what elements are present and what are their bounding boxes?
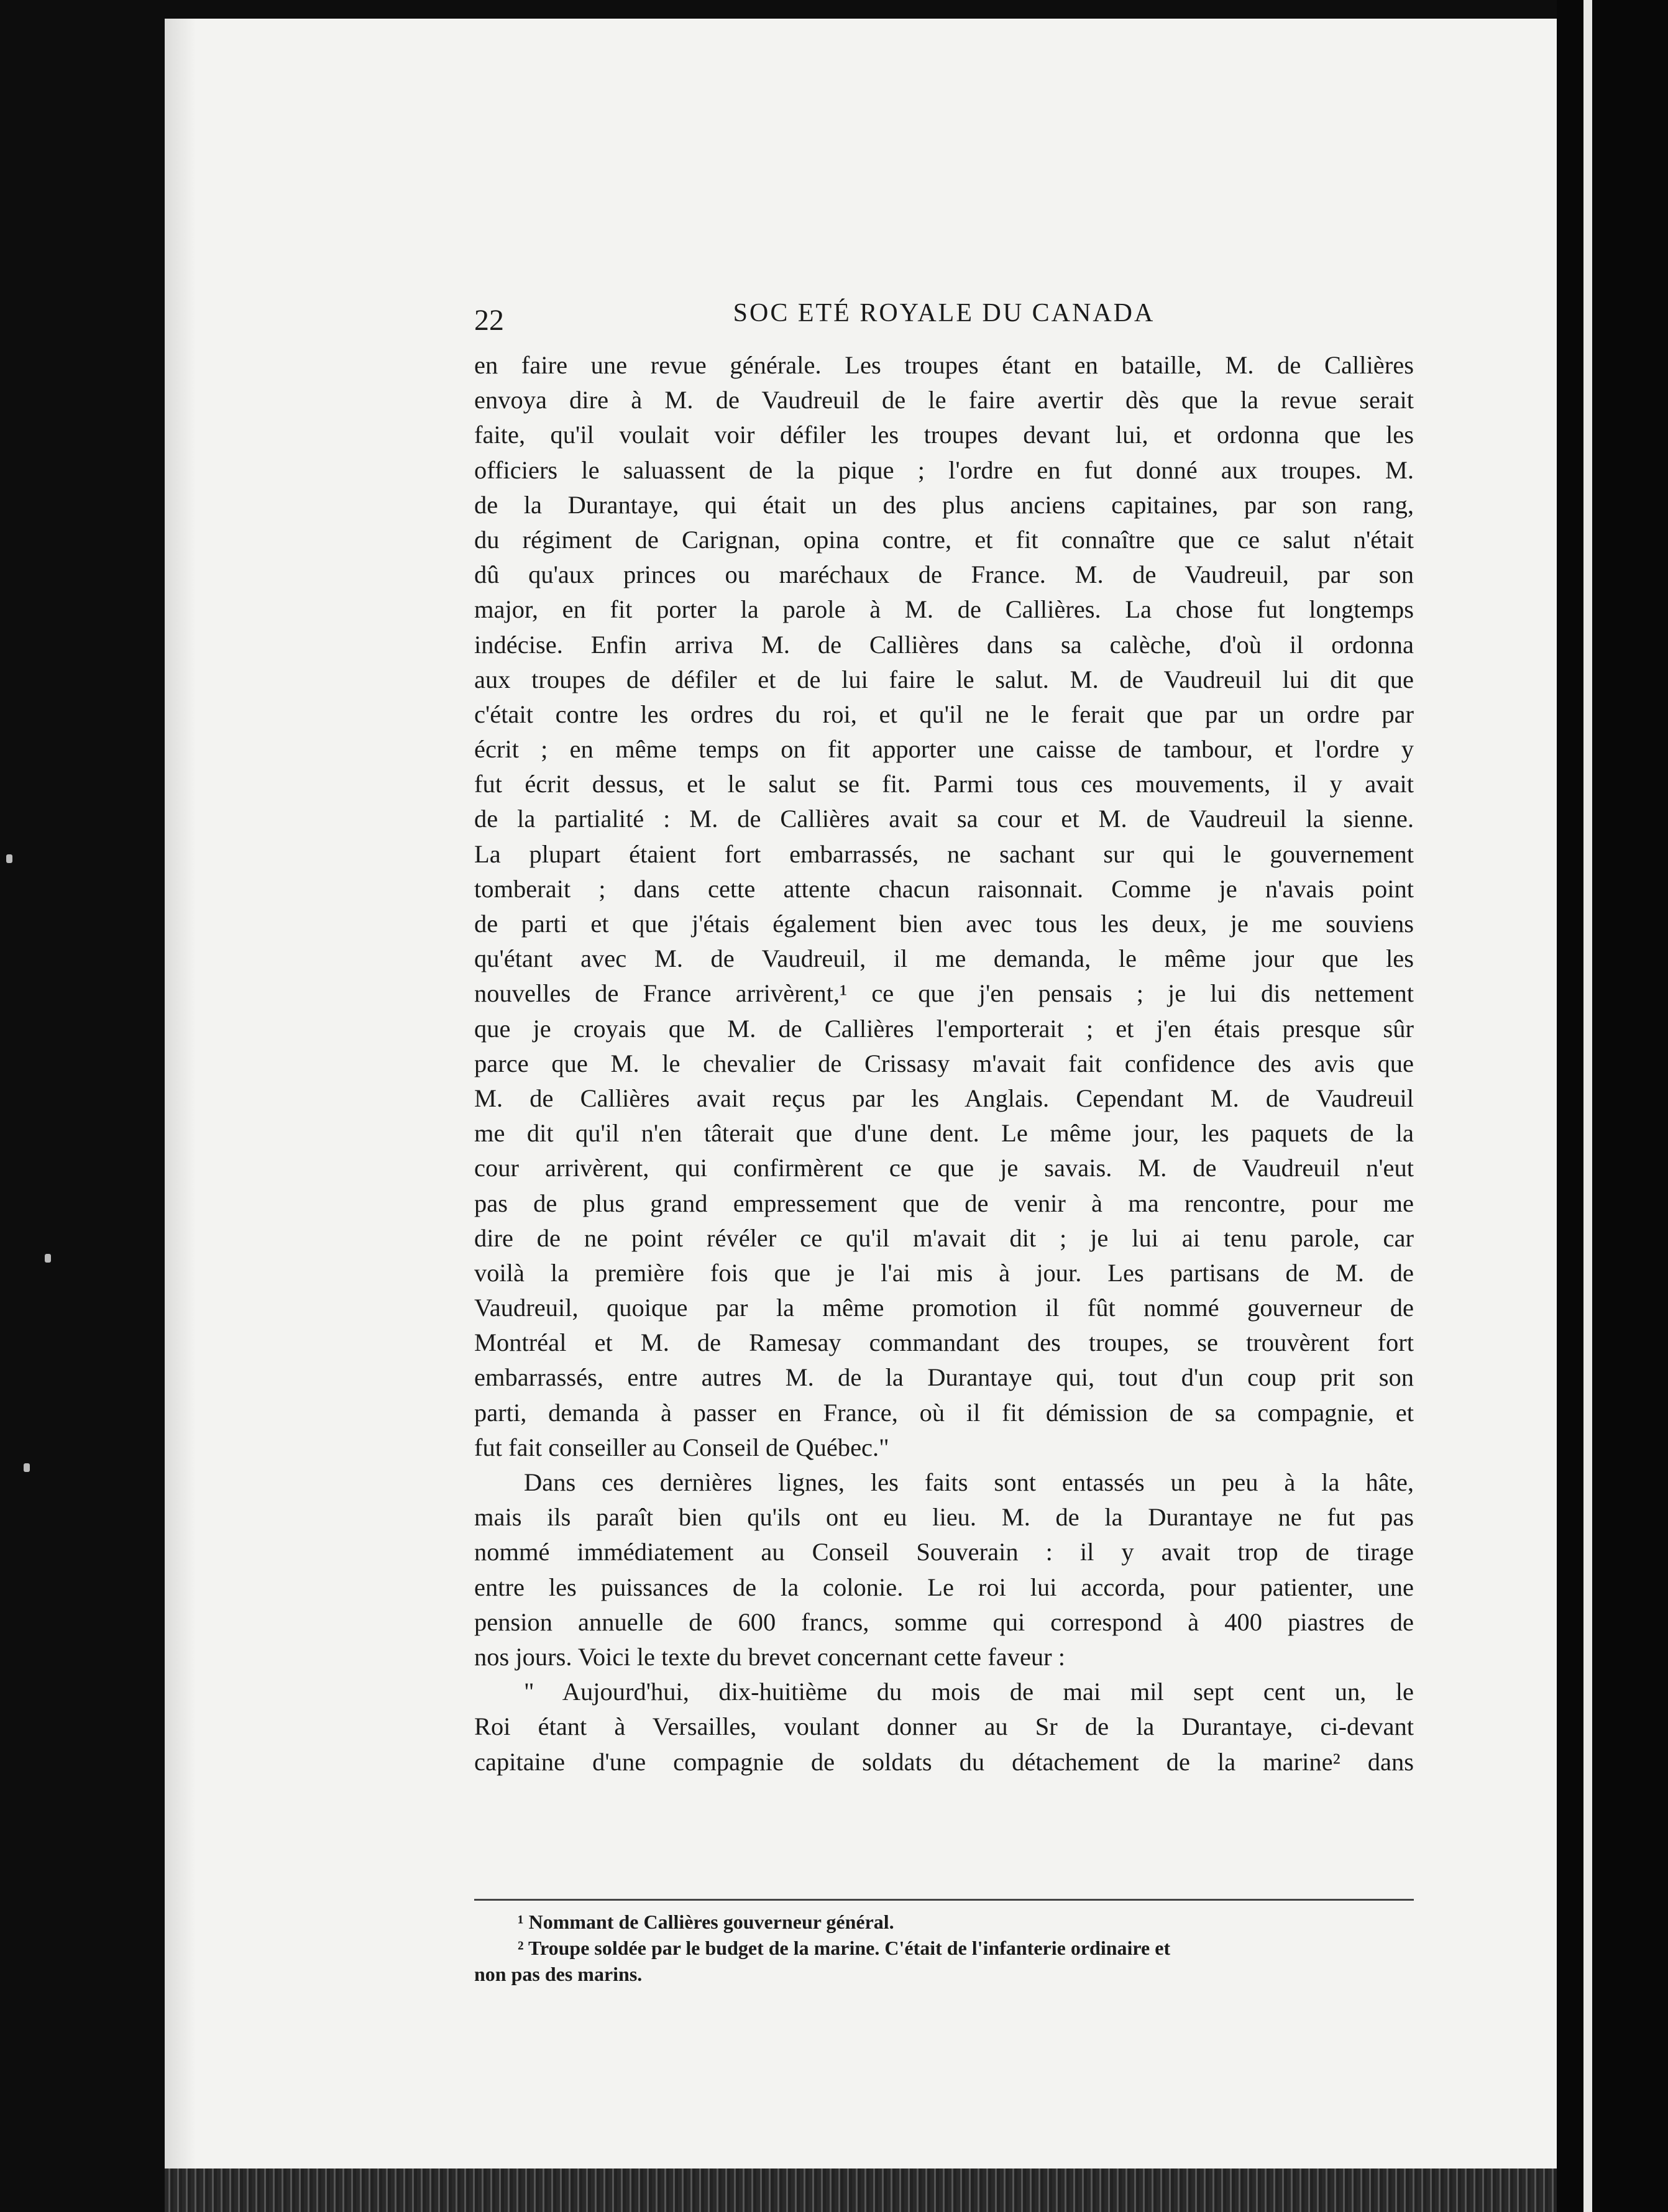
page-number: 22 [474,304,504,337]
text-line: fut écrit dessus, et le salut se fit. Parmi tous ces mouvements, il y avait [474,770,1414,798]
text-line: La plupart étaient fort embarrassés, ne sachant sur qui le gouvernement [474,839,1414,868]
text-line: indécise. Enfin arriva M. de Callières dans sa calèche, d'où il ordonna [474,630,1414,659]
text-line: me dit qu'il n'en tâterait que d'une dent. Le même jour, les paquets de la [474,1119,1414,1148]
scan-speck [45,1254,51,1263]
scan-speck [6,854,12,863]
text-line: " Aujourd'hui, dix-huitième du mois de mai mil sept cent un, le [524,1678,1414,1706]
body-text [474,348,1414,1780]
text-line: c'était contre les ordres du roi, et qu'il ne le ferait que par un ordre par [474,700,1414,728]
paragraph-1 [474,348,1414,1465]
footnote-rule [474,1899,1414,1901]
text-line: qu'étant avec M. de Vaudreuil, il me demanda, le même jour que les [474,944,1414,973]
footnote-2-continued: non pas des marins. [474,1963,643,1985]
scan-right-border [1557,0,1668,2212]
text-line: entre les puissances de la colonie. Le roi lui accorda, pour patienter, une [474,1573,1414,1601]
running-title: SOC ETÉ ROYALE DU CANADA [733,299,1155,327]
text-line: cour arrivèrent, qui confirmèrent ce que je savais. M. de Vaudreuil n'eut [474,1154,1414,1182]
text-line: voilà la première fois que je l'ai mis à jour. Les partisans de M. de [474,1258,1414,1287]
footnote-1: ¹ Nommant de Callières gouverneur général. [518,1911,894,1933]
text-line: aux troupes de défiler et de lui faire le salut. M. de Vaudreuil lui dit que [474,665,1414,693]
footnotes [474,1909,1414,1987]
page-gutter-shadow [165,19,196,2169]
text-line: parti, demanda à passer en France, où il fit démission de sa compagnie, et [474,1398,1414,1427]
text-line: M. de Callières avait reçus par les Anglais. Cependant M. de Vaudreuil [474,1084,1414,1112]
text-line: parce que M. le chevalier de Crissasy m'avait fait confidence des avis que [474,1049,1414,1077]
text-line: écrit ; en même temps on fit apporter une caisse de tambour, et l'ordre y [474,735,1414,764]
text-line: Dans ces dernières lignes, les faits sont entassés un peu à la hâte, [524,1468,1414,1496]
text-line: pension annuelle de 600 francs, somme qui correspond à 400 piastres de [474,1607,1414,1636]
text-line: dû qu'aux princes ou maréchaux de France. M. de Vaudreuil, par son [474,560,1414,589]
text-line: officiers le saluassent de la pique ; l'ordre en fut donné aux troupes. M. [474,455,1414,484]
text-line: de la Durantaye, qui était un des plus anciens capitaines, par son rang, [474,490,1414,519]
text-line: de la partialité : M. de Callières avait sa cour et M. de Vaudreuil la sienne. [474,805,1414,833]
paragraph-3 [474,1675,1414,1780]
page-header [474,292,1414,342]
text-line: dire de ne point révéler ce qu'il m'avait dit ; je lui ai tenu parole, car [474,1223,1414,1252]
text-line: que je croyais que M. de Callières l'emporterait ; et j'en étais presque sûr [474,1014,1414,1043]
text-line: capitaine d'une compagnie de soldats du détachement de la marine² dans [474,1747,1414,1776]
text-line: Vaudreuil, quoique par la même promotion il fût nommé gouverneur de [474,1294,1414,1322]
page-edge-strip [1583,0,1592,2212]
scan-speck [24,1463,30,1472]
text-line: major, en fit porter la parole à M. de Callières. La chose fut longtemps [474,595,1414,624]
text-line: fut fait conseiller au Conseil de Québec." [474,1433,889,1461]
text-line: de parti et que j'étais également bien avec tous les deux, je me souviens [474,910,1414,938]
footnote-2: ² Troupe soldée par le budget de la marine. C'était de l'infanterie ordinaire et [518,1937,1171,1959]
text-line: faite, qu'il voulait voir défiler les troupes devant lui, et ordonna que les [474,421,1414,449]
text-line: envoya dire à M. de Vaudreuil de le faire avertir dès que la revue serait [474,386,1414,414]
text-line: nos jours. Voici le texte du brevet concernant cette faveur : [474,1642,1066,1671]
paragraph-2 [474,1465,1414,1675]
text-line: en faire une revue générale. Les troupes étant en bataille, M. de Callières [474,351,1414,379]
text-line: mais ils paraît bien qu'ils ont eu lieu. M. de la Durantaye ne fut pas [474,1503,1414,1532]
text-line: Montréal et M. de Ramesay commandant des troupes, se trouvèrent fort [474,1328,1414,1357]
text-line: embarrassés, entre autres M. de la Durantaye qui, tout d'un coup prit son [474,1363,1414,1392]
text-line: nommé immédiatement au Conseil Souverain : il y avait trop de tirage [474,1538,1414,1566]
text-line: pas de plus grand empressement que de venir à ma rencontre, pour me [474,1189,1414,1217]
text-line: tomberait ; dans cette attente chacun raisonnait. Comme je n'avais point [474,874,1414,903]
text-line: du régiment de Carignan, opina contre, et fit connaître que ce salut n'était [474,525,1414,554]
text-line: Roi étant à Versailles, voulant donner au Sr de la Durantaye, ci-devant [474,1712,1414,1741]
scan-bottom-border [165,2169,1557,2212]
text-line: nouvelles de France arrivèrent,¹ ce que j'en pensais ; je lui dis nettement [474,979,1414,1008]
